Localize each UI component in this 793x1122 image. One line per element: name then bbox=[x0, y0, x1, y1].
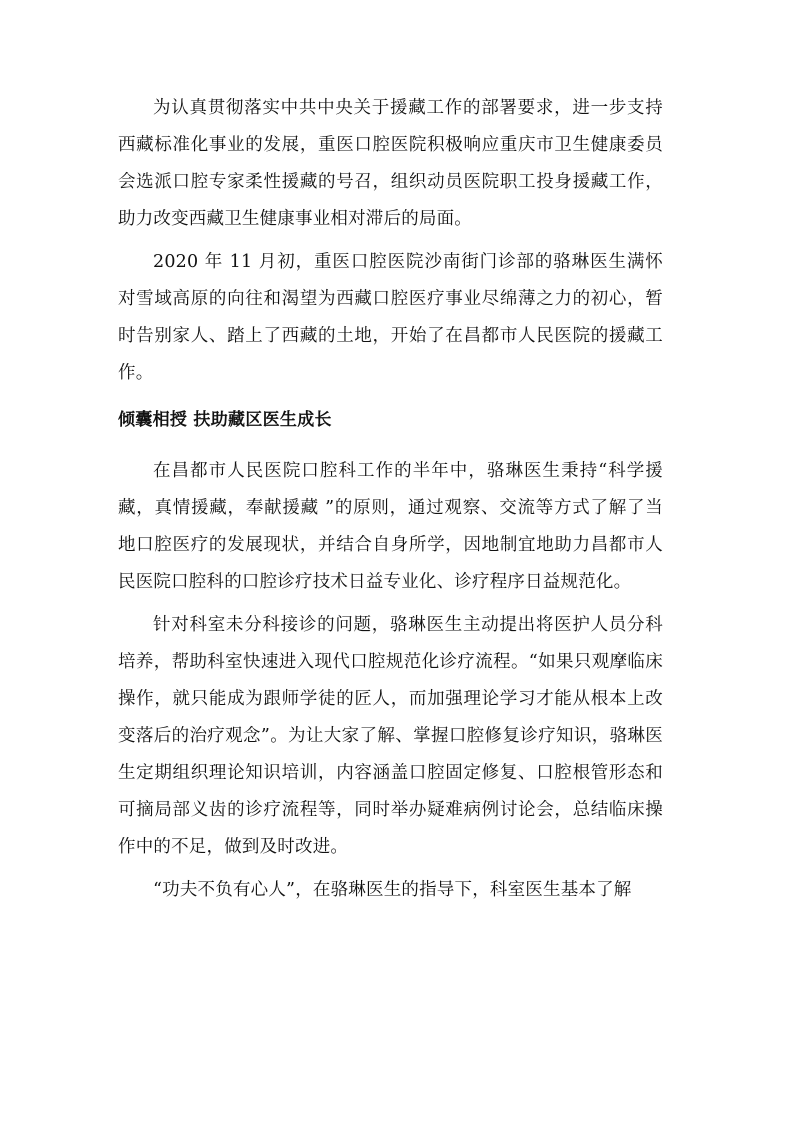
paragraph-arrival: 2020 年 11 月初，重医口腔医院沙南街门诊部的骆琳医生满怀对雪域高原的向往和渴望为西藏口腔医疗事业尽绵薄之力的初心，暂时告别家人、踏上了西藏的土地，开始了在昌都市人民医院的援藏工作。 bbox=[118, 252, 663, 383]
article-body bbox=[118, 90, 663, 909]
section-heading: 倾囊相授 扶助藏区医生成长 bbox=[118, 410, 332, 430]
paragraph-results: “功夫不负有心人”，在骆琳医生的指导下，科室医生基本了解 bbox=[153, 880, 632, 900]
paragraph-intro: 为认真贯彻落实中共中央关于援藏工作的部署要求，进一步支持西藏标准化事业的发展，重医口腔医院积极响应重庆市卫生健康委员会选派口腔专家柔性援藏的号召，组织动员医院职工投身援藏工作，助力改变西藏卫生健康事业相对滞后的局面。 bbox=[118, 98, 663, 229]
paragraph-training: 针对科室未分科接诊的问题，骆琳医生主动提出将医护人员分科培养，帮助科室快速进入现代口腔规范化诊疗流程。“如果只观摩临床操作，就只能成为跟师学徒的匠人，而加强理论学习才能从根本上改变落后的治疗观念”。为让大家了解、掌握口腔修复诊疗知识，骆琳医生定期组织理论知识培训，内容涵盖口腔固定修复、口腔根管形态和可摘局部义齿的诊疗流程等，同时举办疑难病例讨论会，总结临床操作中的不足，做到及时改进。 bbox=[118, 615, 663, 857]
paragraph-principles: 在昌都市人民医院口腔科工作的半年中，骆琳医生秉持“科学援藏，真情援藏，奉献援藏 ”的原则，通过观察、交流等方式了解了当地口腔医疗的发展现状，并结合自身所学，因地制宜地助力昌都市人民医院口腔科的口腔诊疗技术日益专业化、诊疗程序日益规范化。 bbox=[118, 461, 663, 592]
